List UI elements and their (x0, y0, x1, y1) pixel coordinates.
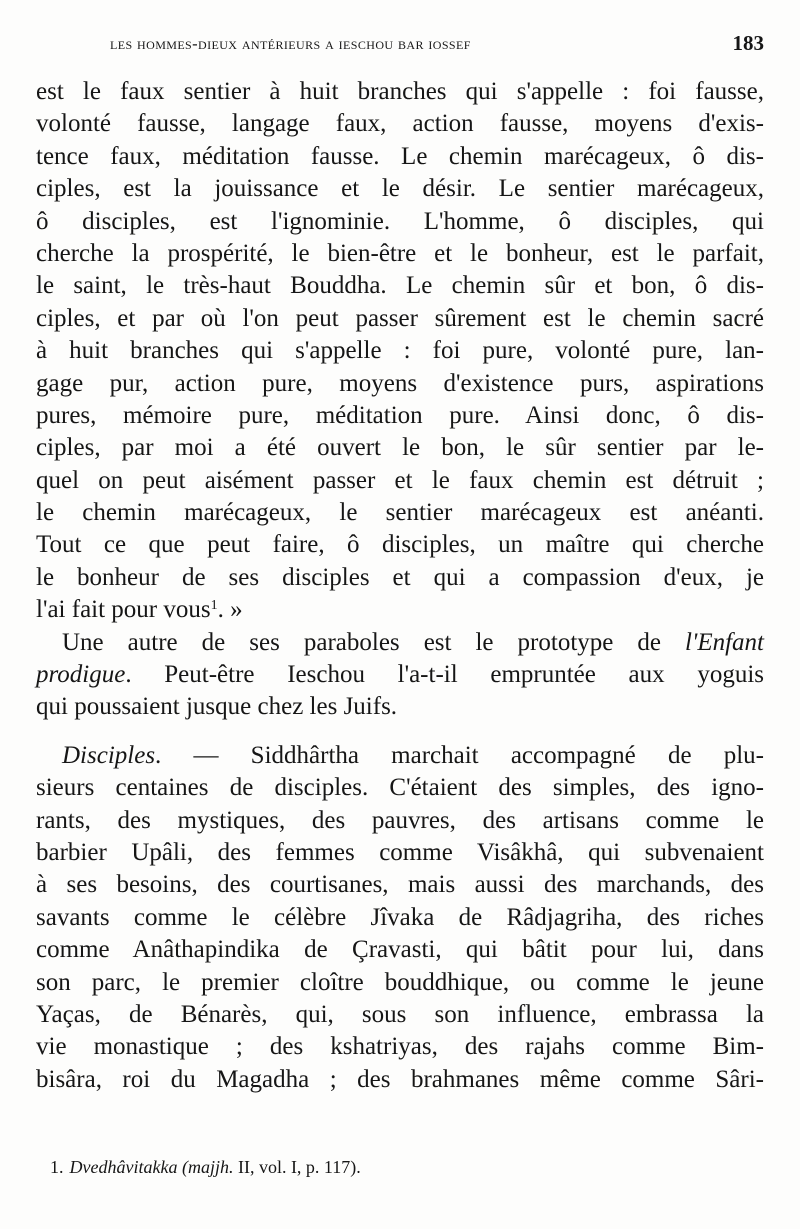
text-line-last (36, 594, 764, 626)
text-line: cherche la prospérité, le bien-être et le bonheur, est le parfait, (36, 239, 764, 267)
text-fragment: . » (217, 596, 243, 624)
text-line: bisâra, roi du Magadha ; des brahmanes même comme Sâri- (36, 1065, 764, 1093)
text-line: le chemin marécageux, le sentier marécageux est anéanti. (36, 499, 764, 527)
text-line: est le faux sentier à huit branches qui s'appelle : foi fausse, (36, 78, 764, 105)
text-line (36, 740, 764, 772)
running-title: les hommes-dieux antérieurs a ieschou bar iossef (110, 34, 471, 53)
text-line: tence faux, méditation fausse. Le chemin marécageux, ô dis- (36, 142, 764, 170)
text-line: le saint, le très-haut Bouddha. Le chemin sûr et bon, ô dis- (36, 272, 764, 300)
text-line: ô disciples, est l'ignominie. L'homme, ô disciples, qui (36, 207, 764, 235)
text-line: ciples, est la jouissance et le désir. Le sentier marécageux, (36, 175, 764, 203)
running-head (0, 31, 800, 58)
text-line (36, 659, 764, 691)
page-number: 183 (732, 31, 764, 55)
paragraph-2 (36, 627, 764, 724)
text-line: ciples, et par où l'on peut passer sûrement est le chemin sacré (36, 304, 764, 332)
footnote-title: Dvedhâvitakka (69, 1157, 178, 1177)
text-line: rants, des mystiques, des pauvres, des artisans comme le (36, 806, 764, 834)
footnote-citation: II, vol. I, p. 117). (233, 1157, 361, 1177)
text-line: savants comme le célèbre Jîvaka de Râdjagriha, des riches (36, 903, 764, 931)
text-fragment: Une autre de ses paraboles est le prototype de (62, 628, 686, 656)
footnote (50, 1157, 361, 1178)
text-line: gage pur, action pure, moyens d'existence purs, aspirations (36, 369, 764, 397)
text-line: quel on peut aisément passer et le faux chemin est détruit ; (36, 466, 764, 494)
text-fragment: . Peut-être Ieschou l'a-t-il empruntée aux yoguis (125, 661, 764, 689)
paragraph-3 (36, 740, 764, 1096)
text-line: volonté fausse, langage faux, action fausse, moyens d'exis- (36, 110, 764, 138)
footnote-number: 1. (50, 1157, 64, 1177)
text-line: à huit branches qui s'appelle : foi pure, volonté pure, lan- (36, 337, 764, 365)
text-line (36, 627, 764, 659)
text-line: sieurs centaines de disciples. C'étaient des simples, des igno- (36, 774, 764, 802)
text-line: son parc, le premier cloître bouddhique, ou comme le jeune (36, 968, 764, 996)
text-fragment: l'ai fait pour vous (36, 596, 211, 624)
text-line: à ses besoins, des courtisanes, mais aussi des marchands, des (36, 871, 764, 899)
italic-title: prodigue (36, 661, 126, 689)
text-line: comme Anâthapindika de Çravasti, qui bâtit pour lui, dans (36, 936, 764, 964)
text-line: le bonheur de ses disciples et qui a compassion d'eux, je (36, 563, 764, 591)
text-line: pures, mémoire pure, méditation pure. Ainsi donc, ô dis- (36, 401, 764, 429)
text-line: ciples, par moi a été ouvert le bon, le sûr sentier par le- (36, 434, 764, 462)
text-line: barbier Upâli, des femmes comme Visâkhâ, qui subvenaient (36, 838, 764, 866)
paragraph-spacer (36, 724, 764, 740)
italic-title: l'Enfant (685, 628, 764, 656)
section-lead: Disciples (62, 741, 156, 769)
text-line: Tout ce que peut faire, ô disciples, un maître qui cherche (36, 531, 764, 559)
text-line: vie monastique ; des kshatriyas, des rajahs comme Bim- (36, 1033, 764, 1061)
text-line: Yaças, de Bénarès, qui, sous son influence, embrassa la (36, 1000, 764, 1028)
paragraph-1 (36, 76, 764, 627)
text-fragment: . — Siddhârtha marchait accompagné de plu- (155, 741, 764, 769)
body-text (36, 76, 764, 1096)
footnote-reference: 1 (210, 598, 218, 614)
footnote-source: (majjh. (181, 1157, 234, 1177)
text-line: qui poussaient jusque chez les Juifs. (36, 693, 398, 721)
